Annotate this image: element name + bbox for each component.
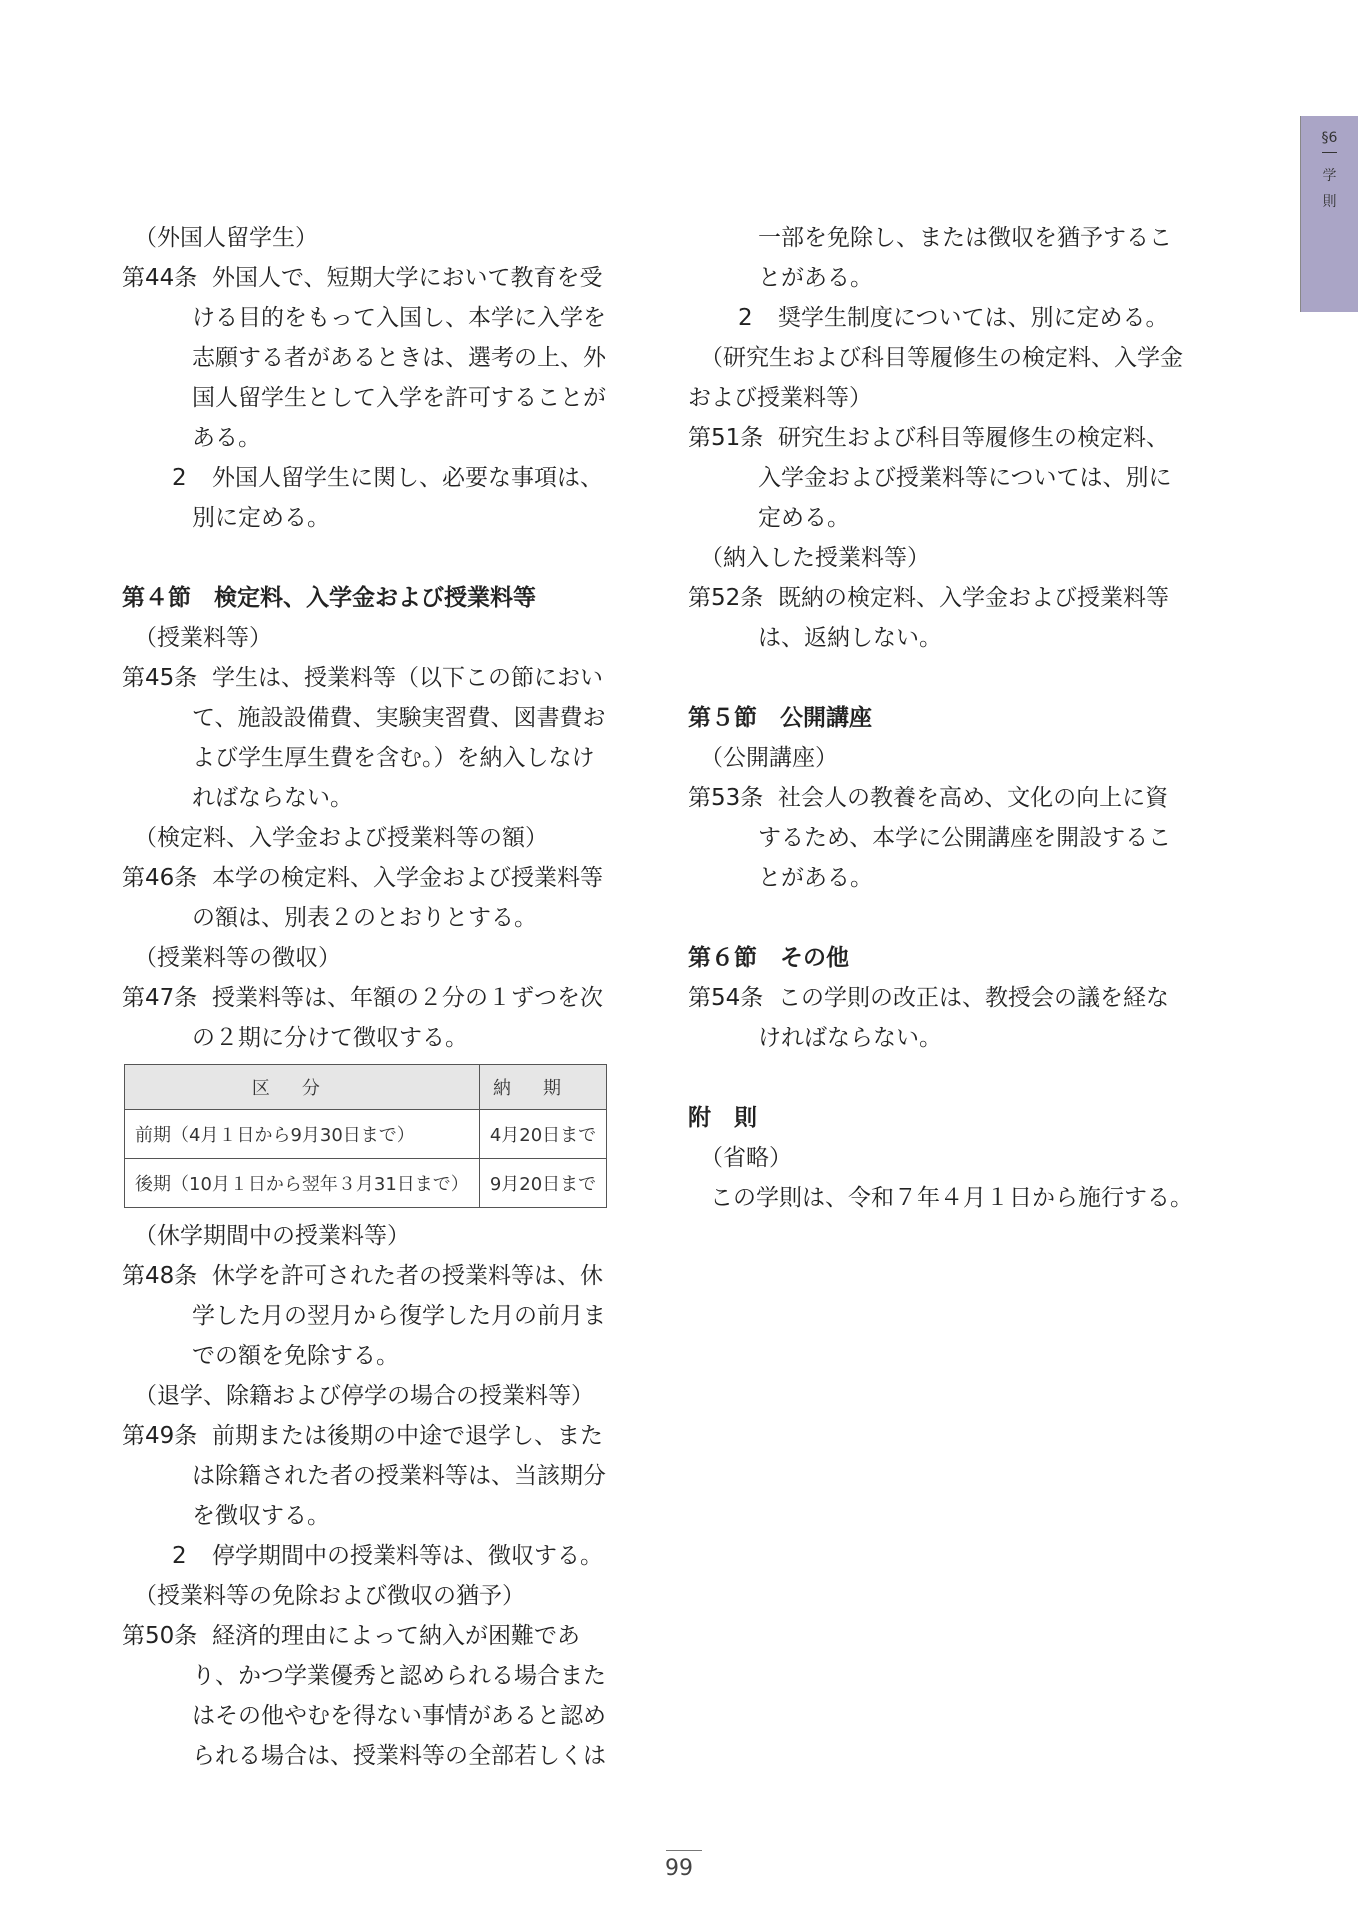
article-44 [122, 258, 608, 298]
page-number-rule [666, 1850, 702, 1851]
article-number: 第53条 [688, 785, 764, 811]
article-number: 第44条 [122, 265, 198, 291]
article-text-line: ける目的をもって入国し、本学に入学を [192, 305, 606, 331]
article-text-line: するため、本学に公開講座を開設するこ [758, 825, 1172, 851]
right-column [688, 218, 1193, 1218]
article-text-line: 定める。 [758, 505, 850, 531]
column-header-due: 納期 [479, 1065, 606, 1110]
article-text: 外国人で、短期大学において教育を受 [212, 265, 603, 291]
article-number: 第54条 [688, 985, 764, 1011]
section-heading: 第４節 検定料、入学金および授業料等 [122, 585, 536, 611]
article-54 [688, 978, 1168, 1018]
article-text: この学則の改正は、教授会の議を経な [778, 985, 1169, 1011]
article-45 [122, 658, 608, 698]
article-text-line: 学した月の翌月から復学した月の前月ま [192, 1303, 606, 1329]
article-text-line: 別に定める。 [192, 505, 330, 531]
article-text-line: られる場合は、授業料等の全部若しくは [192, 1743, 606, 1769]
article-text-line: とがある。 [758, 865, 873, 891]
article-text: 研究生および科目等履修生の検定料、 [778, 425, 1169, 451]
article-48 [122, 1256, 608, 1296]
column-header-period: 区分 [125, 1065, 480, 1110]
section-label-char-1: 学 [1322, 168, 1337, 184]
article-text-line: ればならない。 [192, 785, 353, 811]
article-47 [122, 978, 608, 1018]
article-text: 経済的理由によって納入が困難であ [212, 1623, 580, 1649]
article-caption-cont: および授業料等） [688, 385, 872, 411]
payment-schedule-table [124, 1064, 607, 1208]
article-caption: （省略） [700, 1145, 792, 1171]
article-52 [688, 578, 1168, 618]
article-text-line: て、施設設備費、実験実習費、図書費お [192, 705, 606, 731]
article-53 [688, 778, 1168, 818]
supplementary-provisions-heading: 附 則 [688, 1105, 757, 1131]
section-heading: 第６節 その他 [688, 945, 849, 971]
article-text-line: 一部を免除し、または徴収を猶予するこ [758, 225, 1172, 251]
article-text-line: ければならない。 [758, 1025, 942, 1051]
paragraph-2 [122, 458, 608, 498]
paragraph-number: 2 [172, 1543, 187, 1569]
article-text: 既納の検定料、入学金および授業料等 [778, 585, 1169, 611]
article-caption: （休学期間中の授業料等） [134, 1223, 410, 1249]
article-caption: （退学、除籍および停学の場合の授業料等） [134, 1383, 594, 1409]
section-heading: 第５節 公開講座 [688, 705, 872, 731]
article-text-line: を徴収する。 [192, 1503, 330, 1529]
article-text: 社会人の教養を高め、文化の向上に資 [778, 785, 1169, 811]
article-number: 第50条 [122, 1623, 198, 1649]
article-text: 学生は、授業料等（以下この節におい [212, 665, 603, 691]
article-caption: （研究生および科目等履修生の検定料、入学金 [700, 345, 1183, 371]
article-text: 授業料等は、年額の２分の１ずつを次 [212, 985, 603, 1011]
paragraph-number: 2 [738, 305, 753, 331]
table-row [125, 1110, 607, 1159]
table-cell: 4月20日まで [479, 1110, 606, 1159]
paragraph-2 [122, 1536, 608, 1576]
page-number: 99 [665, 1856, 693, 1881]
article-caption: （授業料等の免除および徴収の猶予） [134, 1583, 525, 1609]
article-number: 第51条 [688, 425, 764, 451]
article-text-line: での額を免除する。 [192, 1343, 399, 1369]
article-number: 第47条 [122, 985, 198, 1011]
paragraph-2 [688, 298, 1168, 338]
paragraph-number: 2 [172, 465, 187, 491]
table-cell: 前期（4月１日から9月30日まで） [125, 1110, 480, 1159]
article-text-line: は除籍された者の授業料等は、当該期分 [192, 1463, 606, 1489]
article-caption: （納入した授業料等） [700, 545, 930, 571]
table-cell: 9月20日まで [479, 1159, 606, 1208]
article-text-line: は、返納しない。 [758, 625, 942, 651]
article-text: 本学の検定料、入学金および授業料等 [212, 865, 603, 891]
article-text-line: とがある。 [758, 265, 873, 291]
article-number: 第49条 [122, 1423, 198, 1449]
article-text-line: 入学金および授業料等については、別に [758, 465, 1172, 491]
article-text-line: 志願する者があるときは、選考の上、外 [192, 345, 606, 371]
article-number: 第45条 [122, 665, 198, 691]
article-number: 第52条 [688, 585, 764, 611]
supplementary-text: この学則は、令和７年４月１日から施行する。 [710, 1185, 1193, 1211]
article-number: 第48条 [122, 1263, 198, 1289]
table-header-row [125, 1065, 607, 1110]
table-cell: 後期（10月１日から翌年３月31日まで） [125, 1159, 480, 1208]
article-text-line: よび学生厚生費を含む。）を納入しなけ [192, 745, 595, 771]
article-50 [122, 1616, 608, 1656]
article-51 [688, 418, 1168, 458]
left-column [122, 218, 608, 1776]
article-text-line: り、かつ学業優秀と認められる場合また [192, 1663, 606, 1689]
article-text-line: はその他やむを得ない事情があると認め [192, 1703, 606, 1729]
article-caption: （外国人留学生） [134, 225, 318, 251]
paragraph-text: 外国人留学生に関し、必要な事項は、 [212, 465, 603, 491]
article-number: 第46条 [122, 865, 198, 891]
article-46 [122, 858, 608, 898]
article-caption: （授業料等の徴収） [134, 945, 341, 971]
article-49 [122, 1416, 608, 1456]
article-text-line: ある。 [192, 425, 261, 451]
article-text-line: の額は、別表２のとおりとする。 [192, 905, 537, 931]
article-text-line: の２期に分けて徴収する。 [192, 1025, 468, 1051]
article-caption: （授業料等） [134, 625, 272, 651]
section-number: §6 [1322, 130, 1338, 153]
article-caption: （検定料、入学金および授業料等の額） [134, 825, 548, 851]
article-caption: （公開講座） [700, 745, 838, 771]
paragraph-text: 奨学生制度については、別に定める。 [778, 305, 1169, 331]
paragraph-text: 停学期間中の授業料等は、徴収する。 [212, 1543, 603, 1569]
article-text: 前期または後期の中途で退学し、また [212, 1423, 603, 1449]
article-text: 休学を許可された者の授業料等は、休 [212, 1263, 603, 1289]
section-label-char-2: 則 [1322, 194, 1337, 210]
table-row [125, 1159, 607, 1208]
section-tab [1300, 116, 1358, 312]
article-text-line: 国人留学生として入学を許可することが [192, 385, 606, 411]
